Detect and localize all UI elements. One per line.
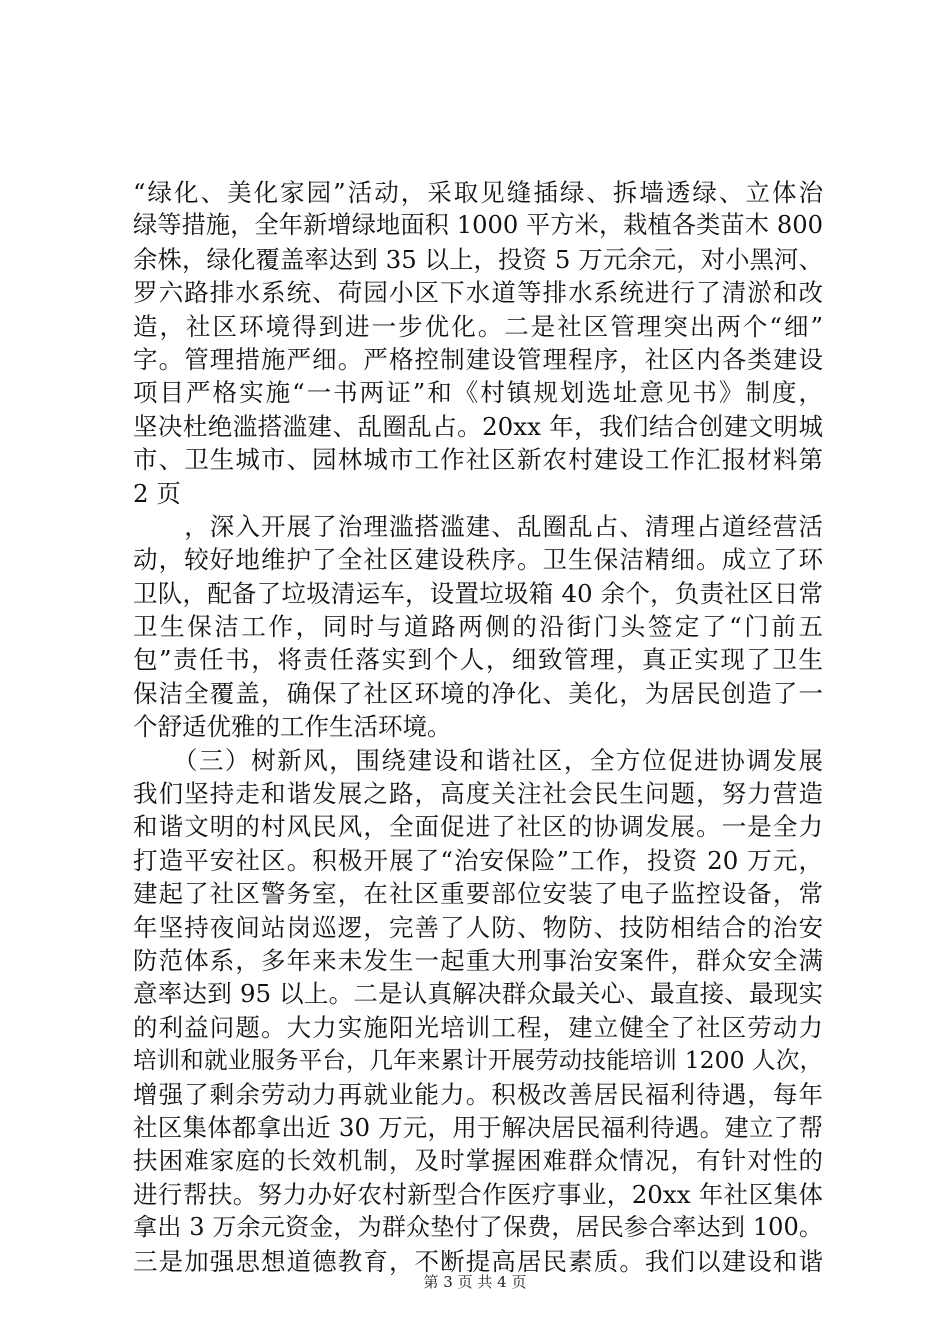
text-line: 卫生保洁工作，同时与道路两侧的沿街门头签定了“门前五	[133, 612, 823, 642]
text-line: 拿出 3 万余元资金，为群众垫付了保费，居民参合率达到 100。	[133, 1213, 823, 1242]
text-line: “绿化、美化家园”活动，采取见缝插绿、拆墙透绿、立体治	[133, 178, 823, 207]
text-line: 进行帮扶。努力办好农村新型合作医疗事业，20xx 年社区集体	[133, 1179, 823, 1209]
text-line: 社区集体都拿出近 30 万元，用于解决居民福利待遇。建立了帮	[133, 1112, 823, 1142]
text-line: （三）树新风，围绕建设和谐社区，全方位促进协调发展	[133, 745, 823, 775]
text-line: 增强了剩余劳动力再就业能力。积极改善居民福利待遇，每年	[133, 1079, 823, 1109]
text-line: 字。管理措施严细。严格控制建设管理程序，社区内各类建设	[133, 344, 823, 374]
text-line: 卫队，配备了垃圾清运车，设置垃圾箱 40 余个，负责社区日常	[133, 578, 823, 608]
text-line: 2 页	[133, 478, 181, 508]
text-line: 我们坚持走和谐发展之路，高度关注社会民生问题，努力营造	[133, 779, 823, 809]
text-line: ，深入开展了治理滥搭滥建、乱圈乱占、清理占道经营活	[133, 511, 823, 541]
text-line: 绿等措施，全年新增绿地面积 1000 平方米，栽植各类苗木 800	[133, 211, 823, 240]
text-line: 打造平安社区。积极开展了“治安保险”工作，投资 20 万元，	[133, 845, 823, 875]
text-line: 的利益问题。大力实施阳光培训工程，建立健全了社区劳动力	[133, 1012, 823, 1042]
text-line: 培训和就业服务平台，几年来累计开展劳动技能培训 1200 人次，	[133, 1046, 823, 1075]
page-footer: 第 3 页 共 4 页	[423, 1273, 527, 1291]
text-line: 防范体系，多年来未发生一起重大刑事治安案件，群众安全满	[133, 945, 823, 975]
text-line: 项目严格实施“一书两证”和《村镇规划选址意见书》制度，	[133, 378, 823, 408]
text-line: 三是加强思想道德教育，不断提高居民素质。我们以建设和谐	[133, 1246, 823, 1276]
text-line: 个舒适优雅的工作生活环境。	[133, 712, 452, 742]
text-line: 余株，绿化覆盖率达到 35 以上，投资 5 万元余元，对小黑河、	[133, 244, 823, 274]
body-text	[133, 176, 823, 1278]
text-line: 建起了社区警务室，在社区重要部位安装了电子监控设备，常	[133, 879, 823, 909]
text-line: 造，社区环境得到进一步优化。二是社区管理突出两个“细”	[133, 311, 823, 341]
text-line: 意率达到 95 以上。二是认真解决群众最关心、最直接、最现实	[133, 979, 823, 1009]
text-line: 年坚持夜间站岗巡逻，完善了人防、物防、技防相结合的治安	[133, 912, 823, 942]
text-line: 坚决杜绝滥搭滥建、乱圈乱占。20xx 年，我们结合创建文明城	[133, 411, 823, 441]
text-line: 扶困难家庭的长效机制，及时掌握困难群众情况，有针对性的	[133, 1146, 823, 1176]
text-line: 包”责任书，将责任落实到个人，细致管理，真正实现了卫生	[133, 645, 823, 675]
text-line: 保洁全覆盖，确保了社区环境的净化、美化，为居民创造了一	[133, 678, 823, 708]
text-line: 动，较好地维护了全社区建设秩序。卫生保洁精细。成立了环	[133, 545, 823, 575]
text-line: 罗六路排水系统、荷园小区下水道等排水系统进行了清淤和改	[133, 278, 823, 308]
text-line: 市、卫生城市、园林城市工作社区新农村建设工作汇报材料第	[133, 445, 823, 475]
text-line: 和谐文明的村风民风，全面促进了社区的协调发展。一是全力	[133, 812, 823, 842]
